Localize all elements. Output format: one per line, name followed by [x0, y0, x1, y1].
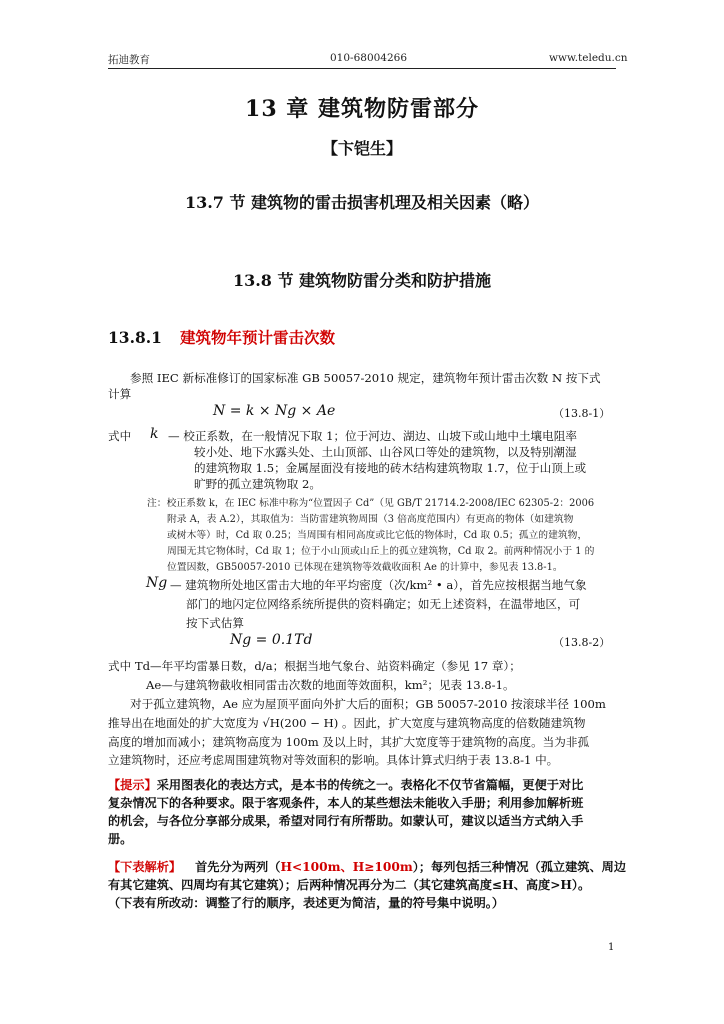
- subsection-title: 建筑物年预计雷击次数: [179, 328, 335, 347]
- equation-1-number: （13.8-1）: [553, 407, 611, 420]
- ae-definition: Ae—与建筑物截收相同雷击次数的地面等效面积，km²；见表 13.8-1。: [146, 678, 515, 692]
- ng-def-line-3: 按下式估算: [186, 616, 244, 630]
- header-rule: [108, 68, 616, 69]
- intro-line-2: 计算: [108, 387, 132, 401]
- k-def-line-1: — 校正系数，在一般情况下取 1；位于河边、湖边、山坡下或山地中土壤电阻率: [168, 429, 577, 443]
- ng-def-line-1: — 建筑物所处地区雷击大地的年平均密度（次/km² • a），首先应按根据当地气象: [170, 578, 587, 592]
- ng-def-line-2: 部门的地闪定位网络系统所提供的资料确定；如无上述资料，在温带地区，可: [186, 597, 581, 611]
- subsection-number: 13.8.1: [108, 328, 162, 347]
- para-line-4: 立建筑物时，还应考虑周围建筑物对等效面积的影响。具体计算式归纳于表 13.8-1 中。: [108, 753, 559, 767]
- header-phone: 010-68004266: [330, 52, 408, 64]
- tip-text-1: 采用图表化的表达方式，是本书的传统之一。表格化不仅节省篇幅，更便于对比: [156, 778, 584, 792]
- ng-symbol: Ng: [146, 575, 168, 591]
- tip-line-2: 复杂情况下的各种要求。限于客观条件，本人的某些想法未能收入手册；利用参加解析班: [108, 796, 584, 810]
- tip-label: 【提示】: [108, 778, 157, 792]
- section-13-8: 13.8 节 建筑物防雷分类和防护措施: [232, 271, 492, 290]
- analysis-label: 【下表解析】: [108, 860, 182, 874]
- equation-2: Ng = 0.1Td: [230, 632, 313, 648]
- equation-2-number: （13.8-2）: [553, 636, 611, 649]
- para-line-2: 推导出在地面处的扩大宽度为 √H(200 − H) 。因此，扩大宽度与建筑物高度的倍数随建筑物: [108, 716, 586, 730]
- tip-line-4: 册。: [108, 832, 133, 846]
- td-definition: 式中 Td—年平均雷暴日数，d/a；根据当地气象台、站资料确定（参见 17 章）；: [108, 659, 521, 673]
- analysis-text-1a: 首先分为两列（: [195, 860, 281, 874]
- note-line-2: 附录 A，表 A.2），其取值为：当防雷建筑物周围（3 倍高度范围内）有更高的物体（如建筑物: [167, 514, 574, 525]
- k-def-line-3: 的建筑物取 1.5；金属屋面没有接地的砖木结构建筑物取 1.7，位于山顶上或: [194, 461, 587, 475]
- analysis-line-1: [108, 858, 626, 876]
- tip-line-1: [108, 776, 583, 794]
- equation-1: N = k × Ng × Ae: [213, 403, 336, 419]
- tip-line-3: 的机会，与各位分享部分成果，希望对同行有所帮助。如蒙认可，建议以适当方式纳入手: [108, 814, 584, 828]
- para-line-1: 对于孤立建筑物，Ae 应为屋顶平面向外扩大后的面积；GB 50057-2010 按滚球半径 100m: [130, 697, 606, 711]
- analysis-text-1b: ）；每列包括三种情况（孤立建筑、周边: [412, 860, 627, 874]
- note-line-3: 或树木等）时，Cd 取 0.25；当周围有相同高度或比它低的物体时，Cd 取 0.5；孤立的建筑物，: [167, 530, 588, 541]
- k-symbol: k: [150, 426, 159, 442]
- para-line-3: 高度的增加而减小；建筑物高度为 100m 及以上时，其扩大宽度等于建筑物的高度。当为非孤: [108, 735, 590, 749]
- section-13-7: 13.7 节 建筑物的雷击损害机理及相关因素（略）: [184, 193, 540, 212]
- note-line-4: 周围无其它物体时，Cd 取 1；位于小山顶或山丘上的孤立建筑物，Cd 取 2。前两种情况小于 1 的: [167, 546, 595, 557]
- note-line-1: 注：校正系数 k，在 IEC 标准中称为“位置因子 Cd”（见 GB/T 21714.2-2008/IEC 62305-2：2006: [147, 498, 595, 509]
- analysis-cases: H<100m、H≥100m: [280, 860, 413, 874]
- header-left: 拓迪教育: [108, 54, 150, 66]
- subsection-heading: [108, 326, 335, 348]
- k-def-line-2: 较小处、地下水露头处、土山顶部、山谷风口等处的建筑物，以及特别潮湿: [194, 445, 577, 459]
- chapter-title: 13 章 建筑物防雷部分: [245, 96, 479, 122]
- header-url: www.teledu.cn: [549, 52, 628, 64]
- author: 【卞铠生】: [321, 139, 402, 158]
- k-def-line-4: 旷野的孤立建筑物取 2。: [194, 477, 321, 491]
- intro-line-1: 参照 IEC 新标准修订的国家标准 GB 50057-2010 规定，建筑物年预计雷击次数 N 按下式: [130, 371, 601, 385]
- note-line-5: 位置因数，GB50057-2010 已体现在建筑物等效截收面积 Ae 的计算中，参见表 13.8-1。: [167, 562, 563, 573]
- page-number: 1: [608, 942, 615, 953]
- k-def-prefix: 式中: [108, 429, 132, 443]
- analysis-line-3: （下表有所改动：调整了行的顺序，表述更为简洁，量的符号集中说明。）: [108, 896, 505, 910]
- analysis-line-2: 有其它建筑、四周均有其它建筑）；后两种情况再分为二（其它建筑高度≤H、高度>H）。: [108, 878, 591, 892]
